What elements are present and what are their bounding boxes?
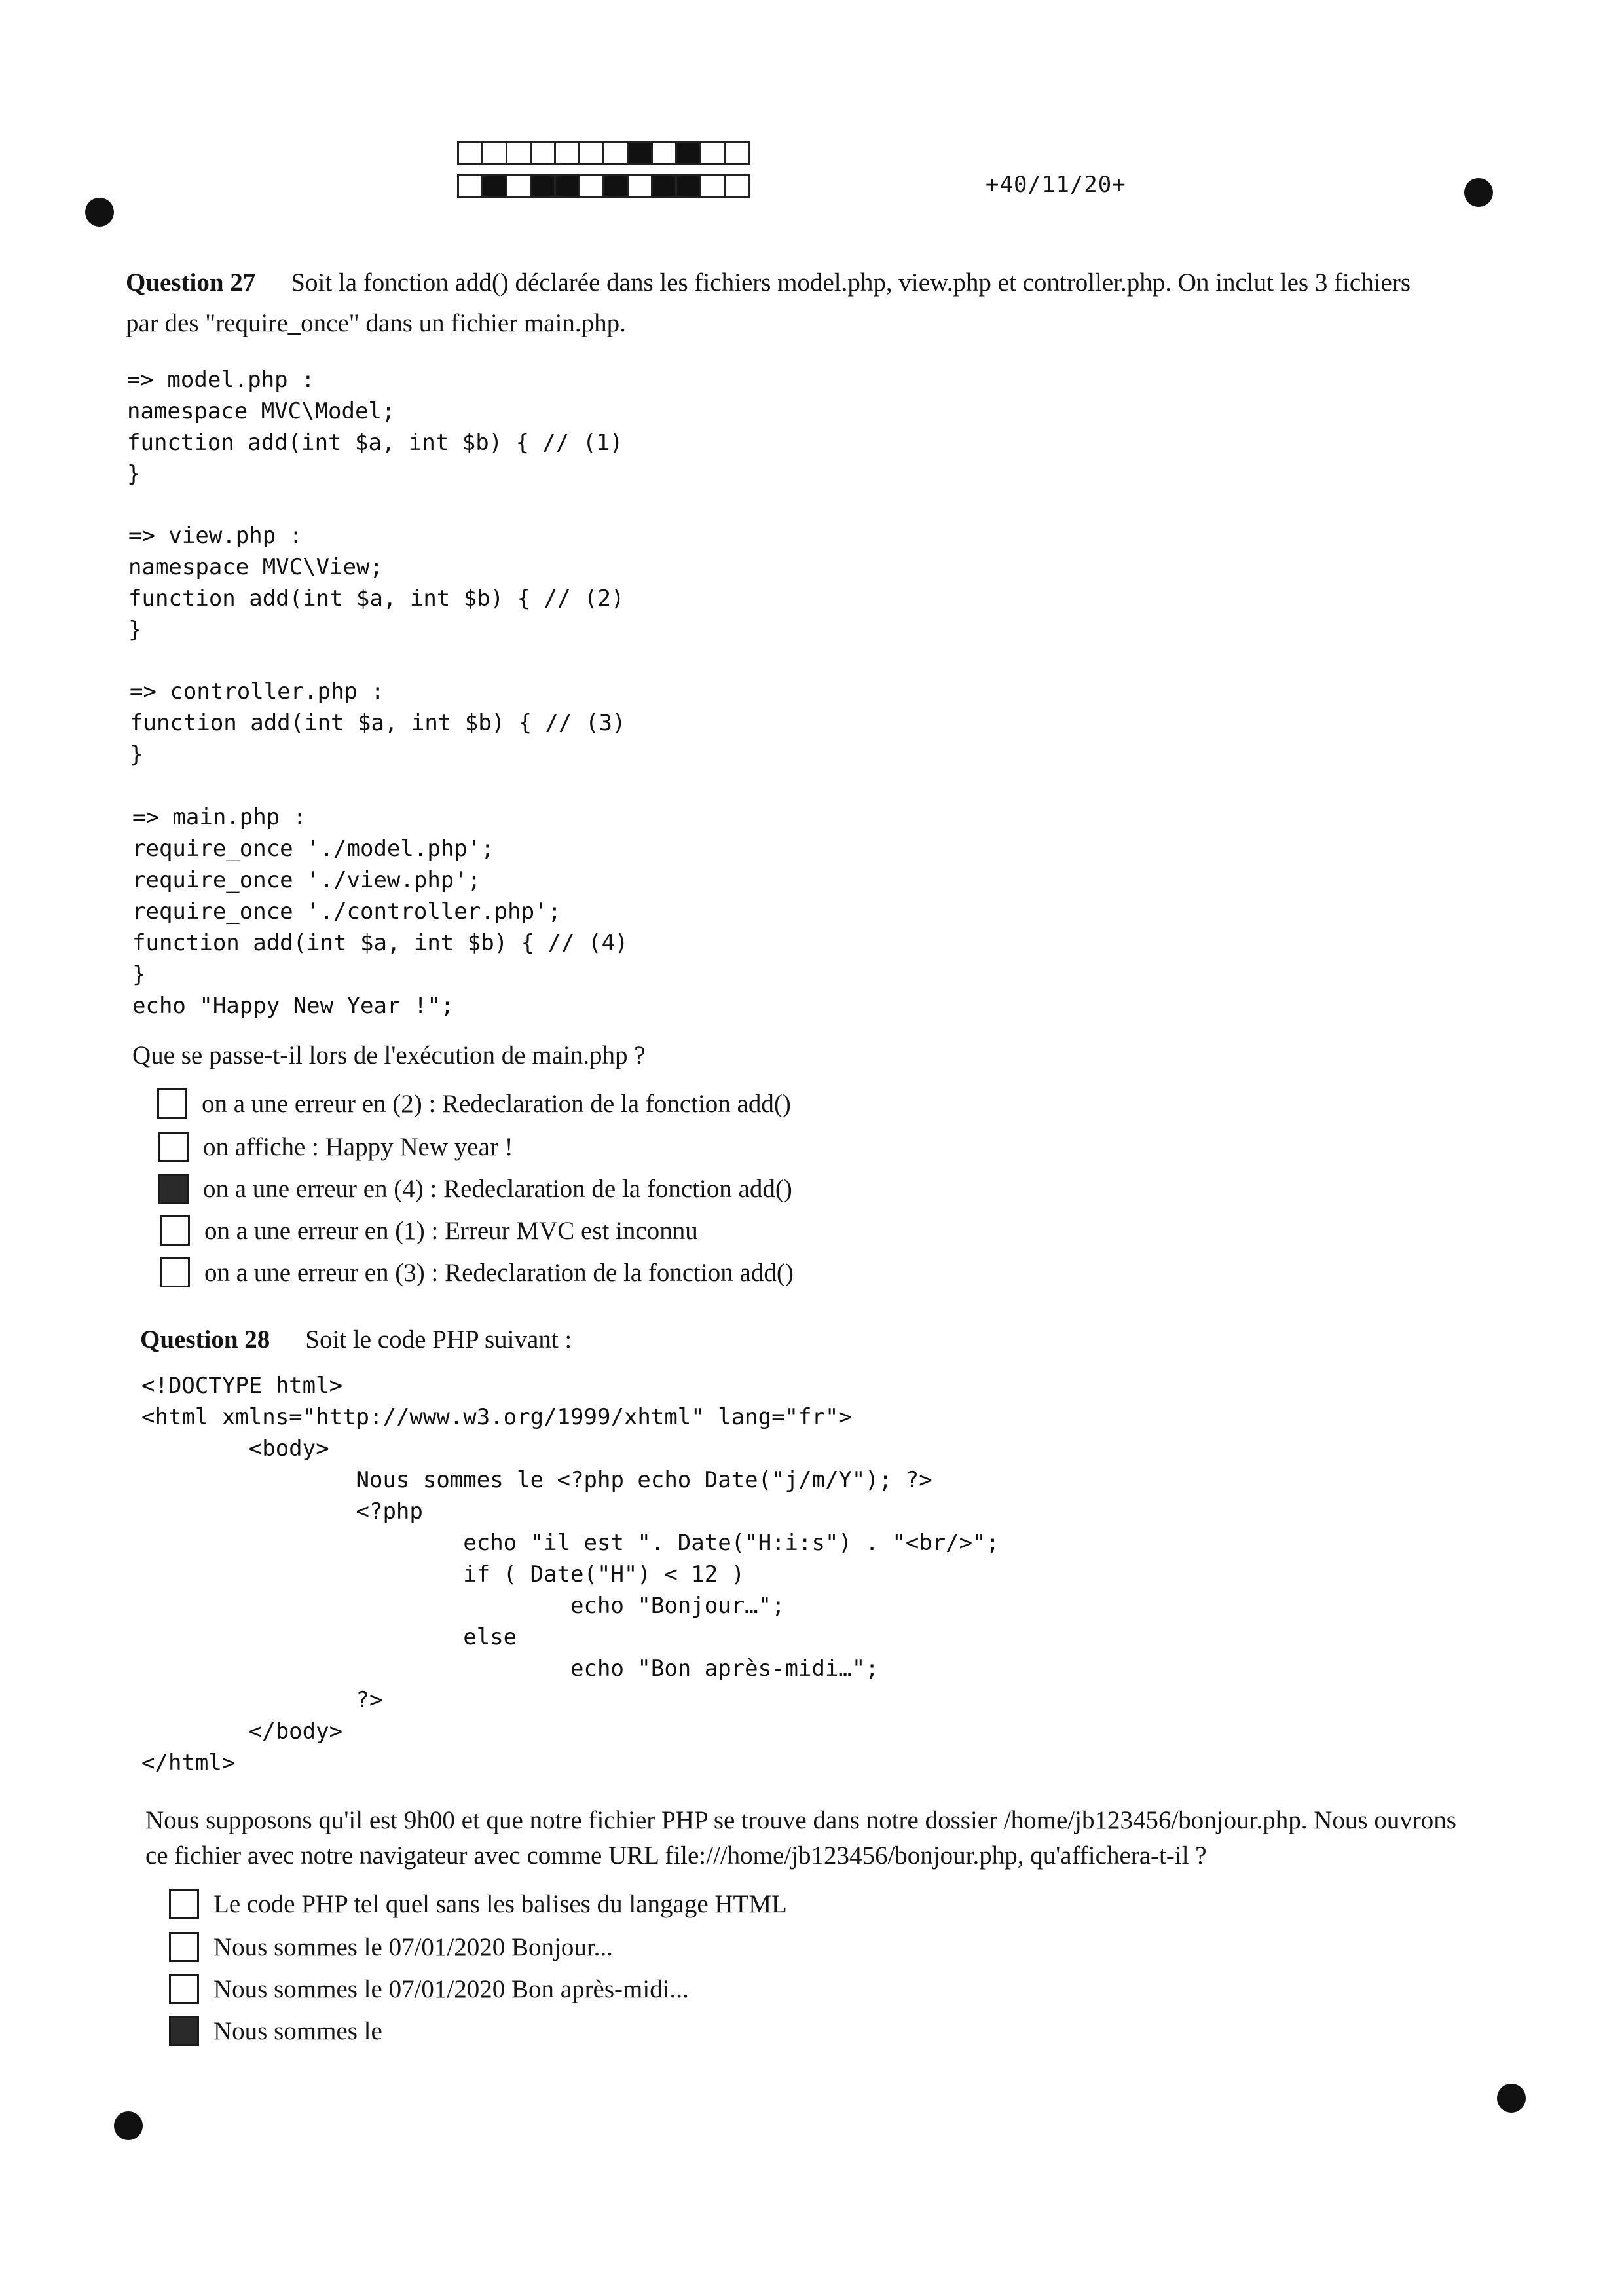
corner-mark-top-left	[85, 198, 114, 227]
code-model: => model.php : namespace MVC\Model; function add(int $a, int $b) { // (1) }	[127, 367, 623, 487]
q27-choice-1-label: on a une erreur en (2) : Redeclaration de la fonction add()	[202, 1089, 791, 1118]
question-27-intro	[126, 261, 1411, 305]
q28-choice-2-label: Nous sommes le 07/01/2020 Bonjour...	[213, 1933, 613, 1961]
q28-checkbox-1[interactable]	[169, 1889, 199, 1919]
exam-id: +40/11/20+	[986, 172, 1126, 198]
q28-choice-3[interactable]	[169, 1974, 689, 2004]
q28-checkbox-4[interactable]	[169, 2016, 199, 2046]
q27-choice-4[interactable]	[160, 1215, 698, 1246]
q28-checkbox-2[interactable]	[169, 1932, 199, 1962]
q28-checkbox-3[interactable]	[169, 1974, 199, 2004]
q28-choice-1[interactable]	[169, 1889, 787, 1919]
q27-choice-5[interactable]	[160, 1257, 794, 1287]
question-27-label: Question 27	[126, 268, 256, 297]
q27-choice-4-label: on a une erreur en (1) : Erreur MVC est inconnu	[204, 1216, 698, 1245]
q27-choice-2-label: on affiche : Happy New year !	[203, 1132, 513, 1161]
question-28-intro-text: Soit le code PHP suivant :	[305, 1325, 572, 1354]
code-view: => view.php : namespace MVC\View; function add(int $a, int $b) { // (2) }	[128, 523, 625, 643]
question-28-intro	[140, 1318, 572, 1362]
q28-choice-3-label: Nous sommes le 07/01/2020 Bon après-midi...	[213, 1974, 689, 2003]
q27-checkbox-5[interactable]	[160, 1257, 190, 1287]
question-27-prompt: Que se passe-t-il lors de l'exécution de main.php ?	[132, 1041, 646, 1069]
q27-checkbox-4[interactable]	[160, 1215, 190, 1246]
question-28-label: Question 28	[140, 1325, 270, 1354]
code-php-page: <!DOCTYPE html> <html xmlns="http://www.w3.org/1999/xhtml" lang="fr"> <body> Nous sommes le <?php echo Date("j/m/Y"); ?> <?php echo "il est ". Date("H:i:s") . "<br/>"; if ( Date("H") < 12 ) echo "Bonjour…"; else echo "Bon après-midi…"; ?> </body> </html>	[141, 1373, 1000, 1776]
q27-checkbox-2[interactable]	[158, 1132, 189, 1162]
corner-mark-top-right	[1464, 178, 1493, 207]
q28-choice-4-label: Nous sommes le	[213, 2016, 382, 2045]
code-main: => main.php : require_once './model.php'; require_once './view.php'; require_once './controller.php'; function add(int $a, int $b) { // (4) } echo "Happy New Year !";	[132, 804, 629, 1019]
barcode-row-1	[457, 141, 748, 165]
q27-choice-2[interactable]	[158, 1132, 513, 1162]
q28-choice-1-label: Le code PHP tel quel sans les balises du langage HTML	[213, 1889, 787, 1918]
question-27-intro-line2: par des "require_once" dans un fichier main.php.	[126, 309, 626, 337]
q27-checkbox-1[interactable]	[157, 1088, 187, 1119]
q28-choice-4[interactable]	[169, 2016, 382, 2046]
corner-mark-bottom-right	[1497, 2084, 1526, 2113]
q27-choice-3[interactable]	[158, 1174, 792, 1204]
q27-choice-1[interactable]	[157, 1088, 791, 1119]
q27-choice-3-label: on a une erreur en (4) : Redeclaration de la fonction add()	[203, 1174, 792, 1203]
code-controller: => controller.php : function add(int $a, int $b) { // (3) }	[130, 678, 626, 768]
q27-choice-5-label: on a une erreur en (3) : Redeclaration de la fonction add()	[204, 1258, 794, 1287]
question-28-text-line1: Nous supposons qu'il est 9h00 et que notre fichier PHP se trouve dans notre dossier /home/jb123456/bonjour.php. Nous ouvrons	[145, 1806, 1456, 1834]
question-28-text-line2: ce fichier avec notre navigateur avec comme URL file:///home/jb123456/bonjour.php, qu'affichera-t-il ?	[145, 1842, 1207, 1870]
corner-mark-bottom-left	[114, 2111, 143, 2140]
barcode-row-2	[457, 174, 748, 198]
q28-choice-2[interactable]	[169, 1932, 613, 1962]
q27-checkbox-3[interactable]	[158, 1174, 189, 1204]
question-27-intro-line1: Soit la fonction add() déclarée dans les fichiers model.php, view.php et controller.php. On inclut les 3 fichiers	[291, 268, 1411, 297]
